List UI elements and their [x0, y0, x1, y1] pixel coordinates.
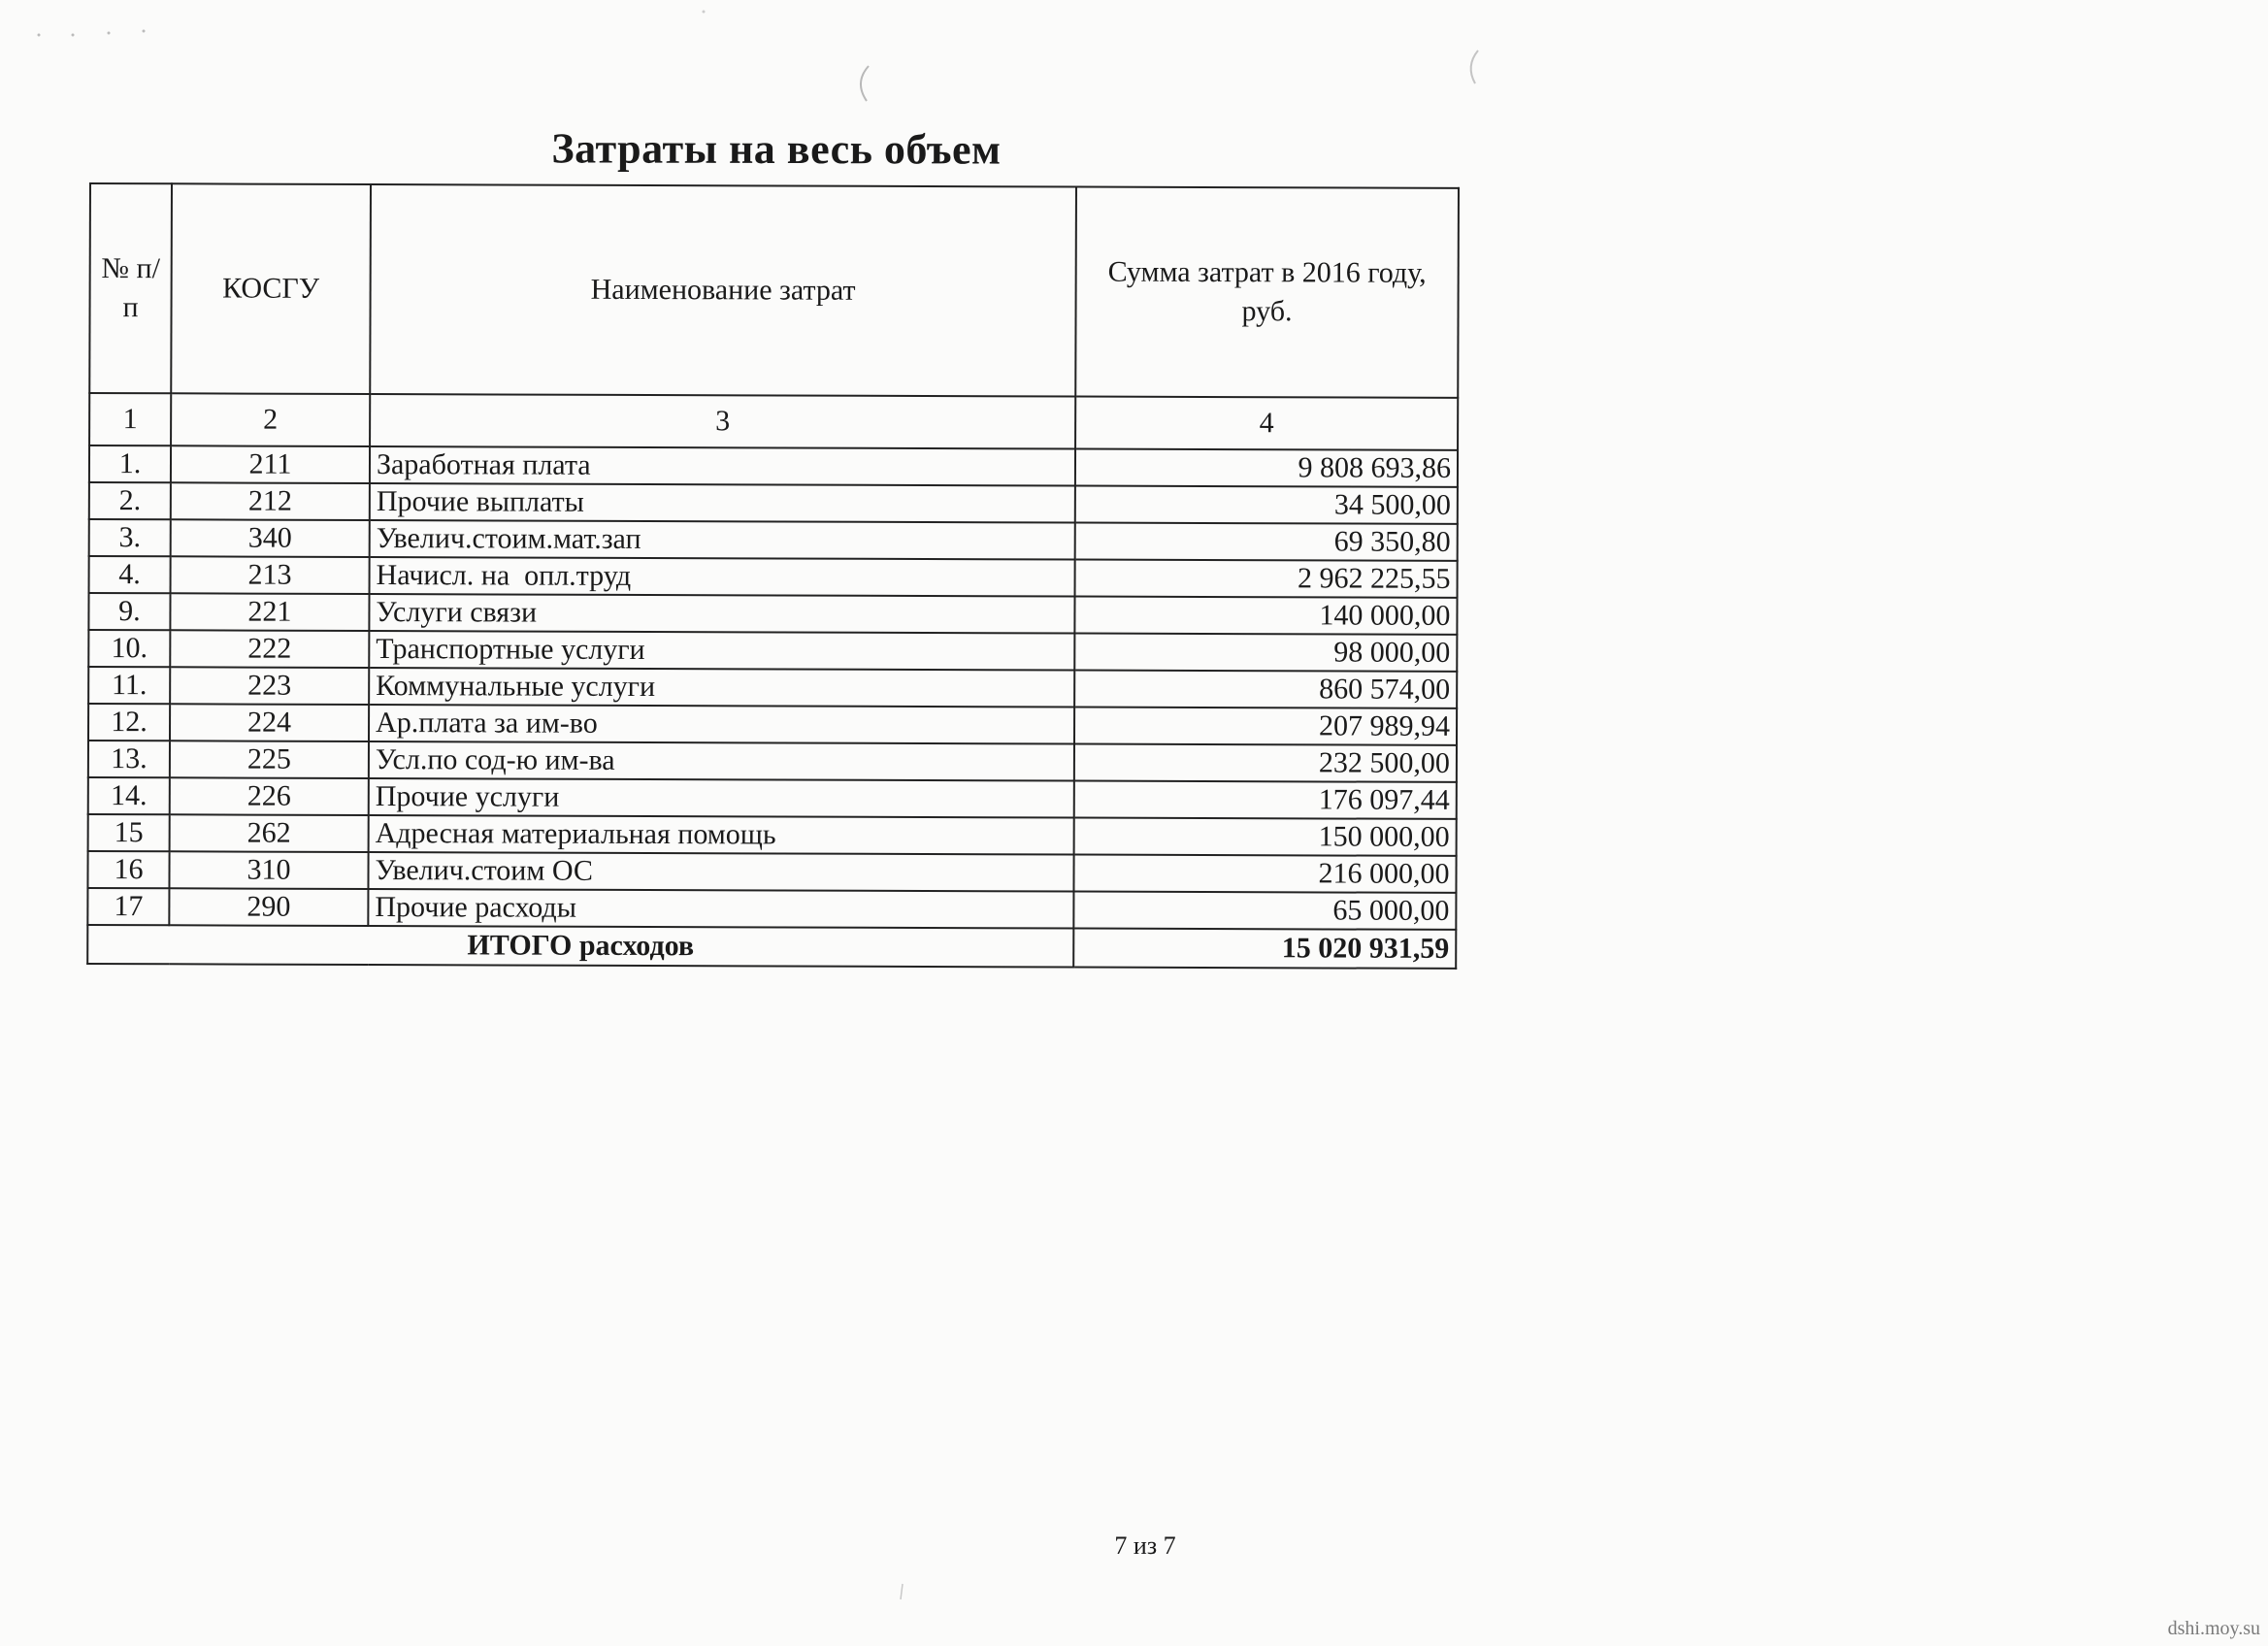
page-number: 7 из 7 [1114, 1531, 1176, 1560]
row-sum: 860 574,00 [1074, 671, 1457, 708]
row-number: 2. [89, 482, 171, 519]
row-name: Прочие выплаты [370, 483, 1075, 523]
row-sum: 34 500,00 [1075, 486, 1458, 524]
row-code: 310 [169, 851, 368, 889]
row-name: Увелич.стоим.мат.зап [370, 520, 1075, 560]
row-name: Усл.по сод-ю им-ва [369, 741, 1074, 781]
row-number: 4. [89, 556, 171, 593]
row-sum: 9 808 693,86 [1075, 449, 1458, 487]
row-code: 212 [171, 482, 370, 520]
row-name: Ар.плата за им-во [369, 705, 1074, 744]
table-row [88, 741, 1457, 782]
row-name: Увелич.стоим ОС [368, 852, 1073, 892]
row-name: Коммунальные услуги [369, 668, 1074, 708]
row-sum: 150 000,00 [1074, 818, 1457, 856]
row-sum: 65 000,00 [1073, 892, 1456, 930]
row-code: 211 [171, 445, 370, 483]
table-row [88, 593, 1457, 635]
row-sum: 69 350,80 [1075, 523, 1458, 561]
row-code: 340 [171, 519, 370, 557]
row-code: 224 [170, 704, 369, 741]
column-number: 2 [171, 393, 370, 446]
row-name: Транспортные услуги [369, 631, 1074, 671]
row-number: 17 [87, 888, 169, 925]
table-row [88, 814, 1457, 856]
header-code: КОСГУ [171, 183, 371, 394]
table-row [87, 888, 1456, 930]
total-label: ИТОГО расходов [87, 925, 1073, 968]
row-name: Адресная материальная помощь [369, 815, 1074, 855]
row-name: Заработная плата [370, 446, 1075, 486]
column-number: 4 [1075, 397, 1458, 450]
header-name: Наименование затрат [370, 184, 1076, 397]
row-code: 222 [170, 630, 369, 668]
row-sum: 2 962 225,55 [1075, 560, 1458, 598]
table-row [89, 482, 1458, 524]
table-row [89, 556, 1458, 598]
table-row [89, 445, 1458, 487]
row-number: 1. [89, 445, 171, 482]
column-number: 3 [370, 394, 1075, 449]
table-row [88, 777, 1457, 819]
row-sum: 140 000,00 [1074, 597, 1457, 635]
row-number: 3. [89, 519, 171, 556]
row-code: 223 [170, 667, 369, 705]
row-code: 262 [170, 814, 369, 852]
row-number: 15 [88, 814, 170, 851]
row-code: 213 [171, 556, 370, 594]
header-no: № п/п [89, 183, 172, 393]
costs-table [86, 182, 1460, 970]
row-sum: 216 000,00 [1073, 855, 1456, 893]
row-code: 225 [170, 741, 369, 778]
costs-table-wrapper [86, 182, 1458, 970]
row-code: 226 [170, 777, 369, 815]
table-row [88, 704, 1457, 745]
row-number: 14. [88, 777, 170, 814]
total-sum: 15 020 931,59 [1073, 929, 1456, 969]
table-row [87, 851, 1456, 893]
document-title: Затраты на весь объем [551, 124, 1002, 174]
column-number-row [89, 393, 1458, 450]
table-row [88, 630, 1457, 672]
row-number: 13. [88, 741, 170, 777]
row-sum: 98 000,00 [1074, 634, 1457, 672]
table-row [89, 519, 1458, 561]
header-row [89, 183, 1459, 398]
row-name: Услуги связи [369, 594, 1074, 634]
total-row [87, 925, 1456, 969]
row-sum: 232 500,00 [1074, 744, 1457, 782]
row-name: Начисл. на опл.труд [370, 557, 1075, 597]
row-code: 290 [169, 888, 368, 926]
row-code: 221 [170, 593, 369, 631]
row-number: 12. [88, 704, 170, 741]
row-sum: 176 097,44 [1074, 781, 1457, 819]
row-name: Прочие услуги [369, 778, 1074, 818]
table-row [88, 667, 1457, 708]
header-sum: Сумма затрат в 2016 году, руб. [1075, 187, 1459, 398]
row-number: 16 [87, 851, 169, 888]
row-number: 10. [88, 630, 170, 667]
row-sum: 207 989,94 [1074, 708, 1457, 745]
column-number: 1 [89, 393, 171, 445]
row-number: 11. [88, 667, 170, 704]
row-name: Прочие расходы [368, 889, 1073, 929]
row-number: 9. [88, 593, 170, 630]
watermark: dshi.moy.su [2167, 1618, 2260, 1639]
